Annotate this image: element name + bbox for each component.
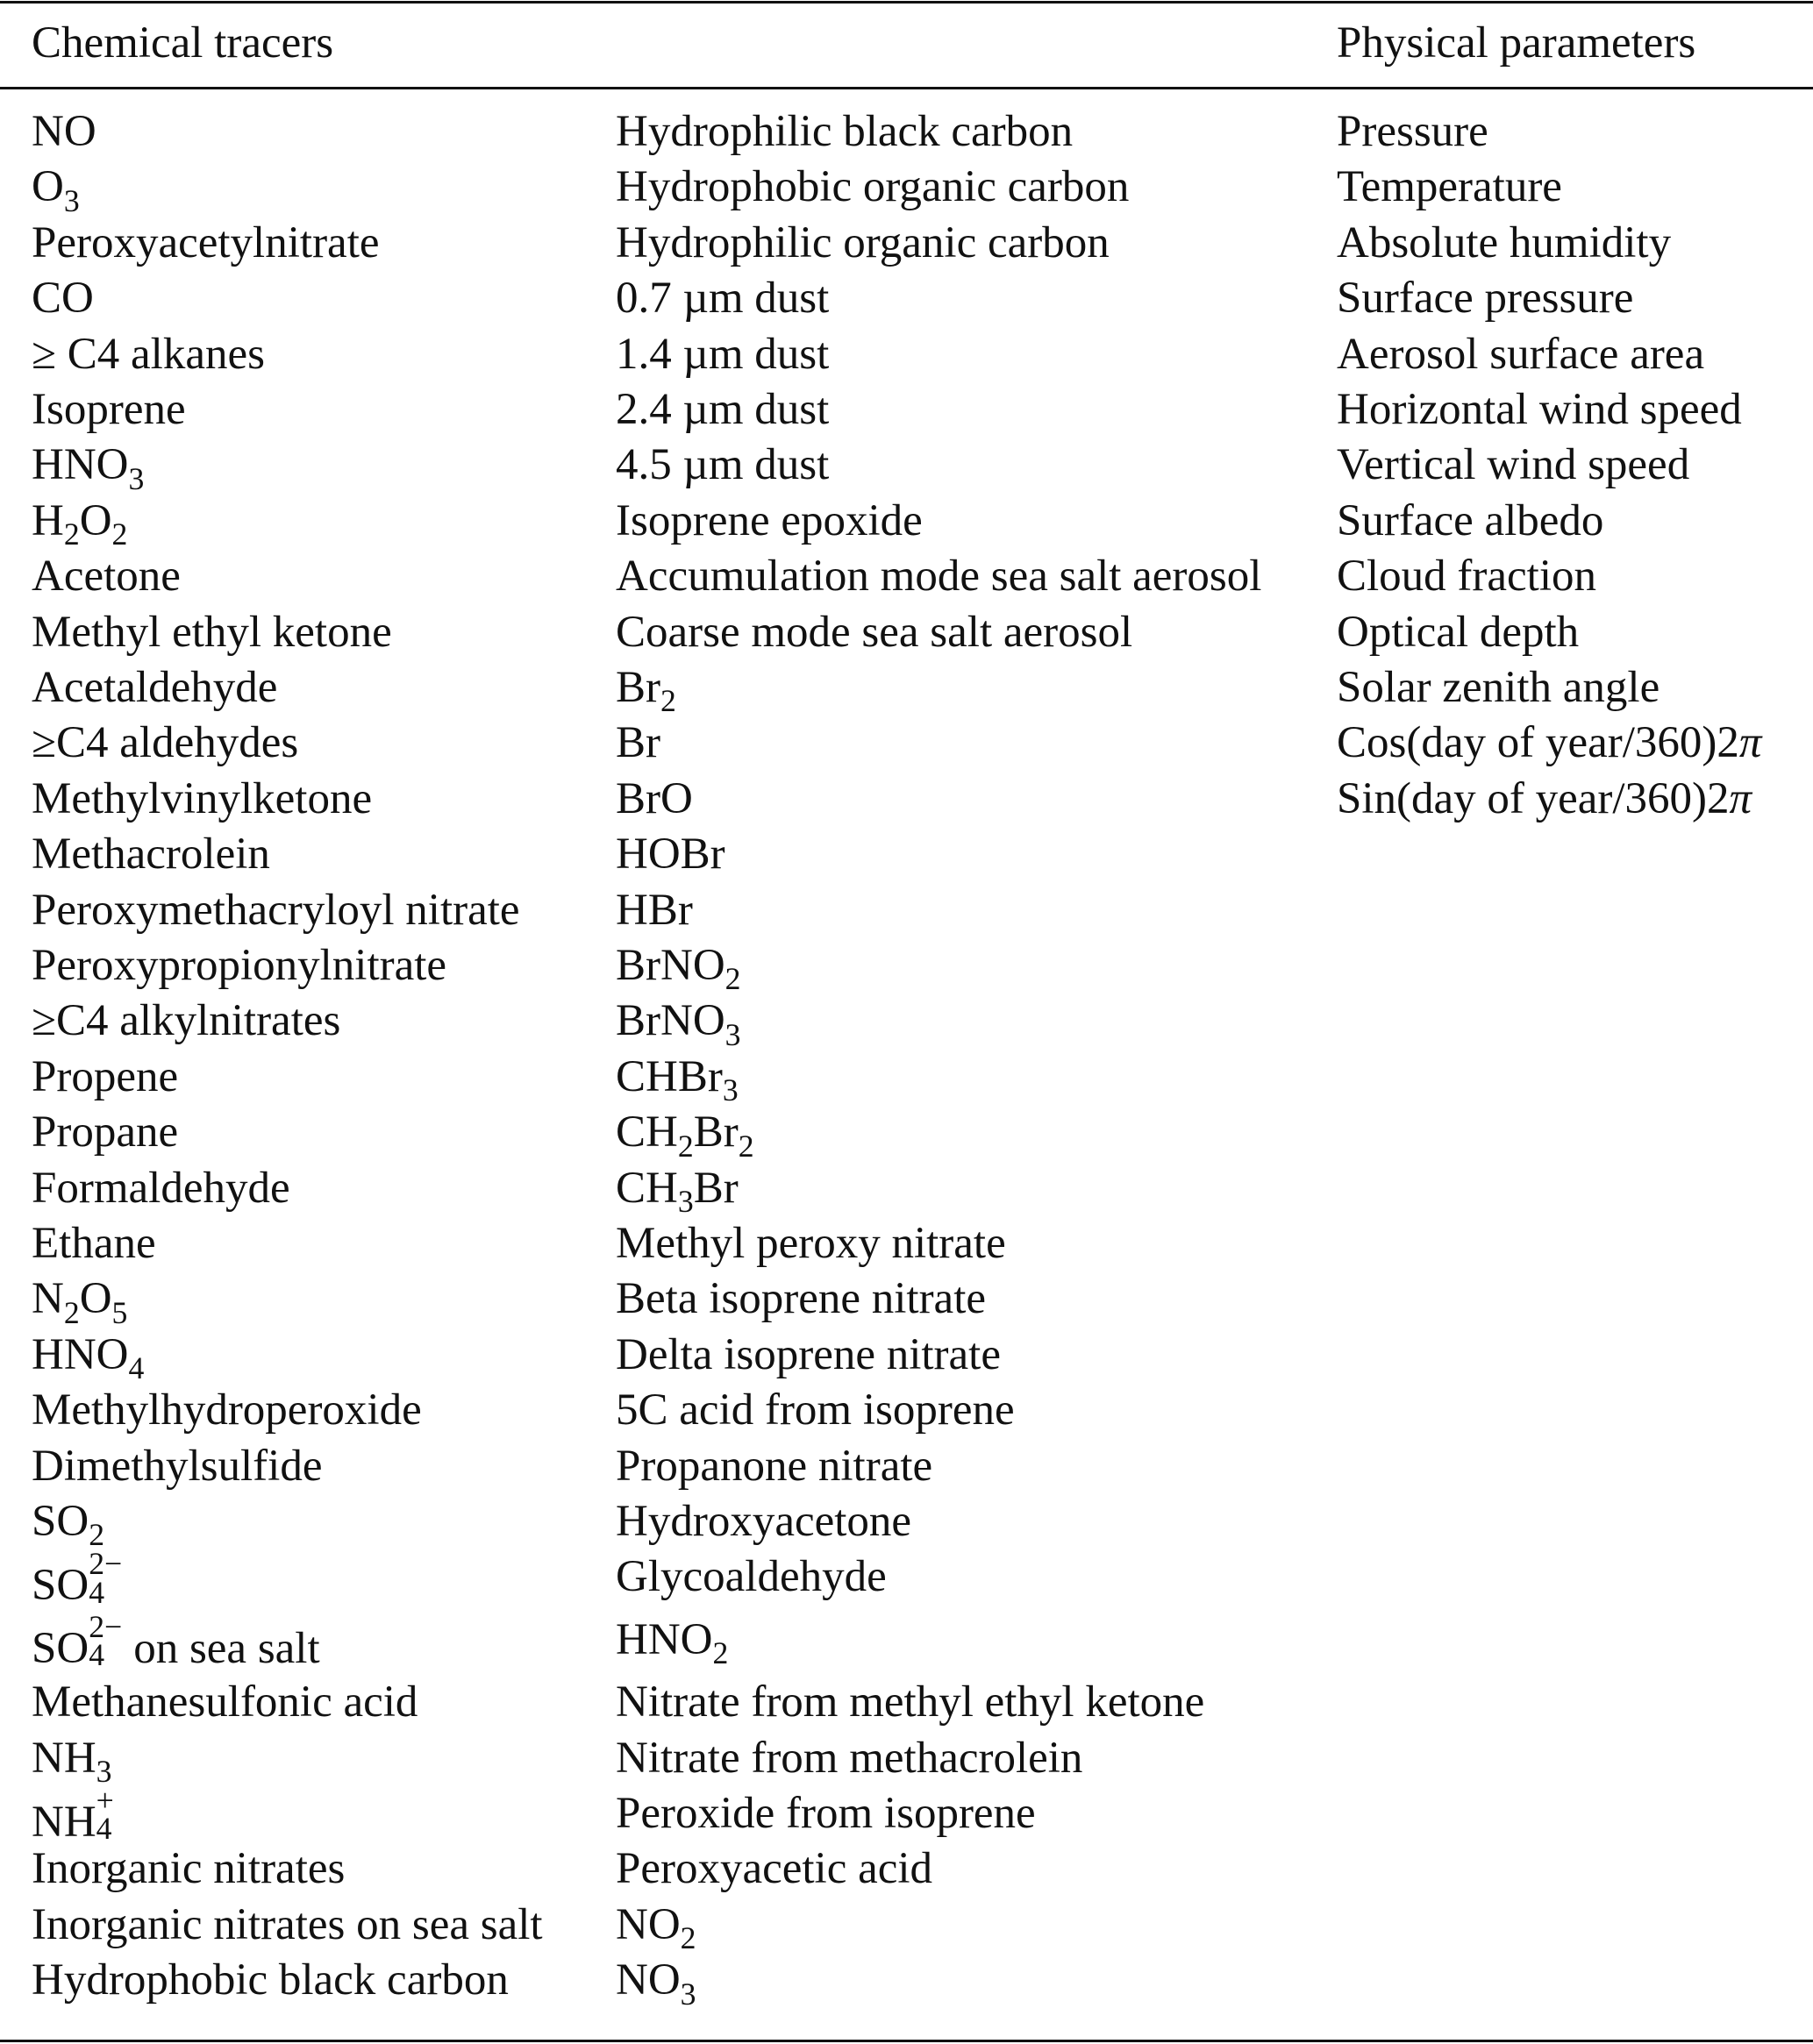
- chemical-tracer-cell: 1.4 µm dust: [616, 329, 830, 379]
- chemical-tracer-cell: ≥ C4 alkanes: [32, 329, 265, 379]
- chemical-tracer-cell: Hydrophilic organic carbon: [616, 217, 1110, 267]
- physical-parameter-cell: Horizontal wind speed: [1337, 385, 1742, 434]
- chemical-tracer-cell: Nitrate from methacrolein: [616, 1733, 1083, 1783]
- chemical-tracer-cell: 5C acid from isoprene: [616, 1385, 1015, 1435]
- bottom-rule: [0, 2040, 1813, 2042]
- chemical-tracer-cell: Ethane: [32, 1219, 156, 1268]
- chemical-tracer-cell: Methacrolein: [32, 830, 270, 880]
- physical-parameter-cell: Aerosol surface area: [1337, 329, 1705, 379]
- chemical-tracer-cell: Hydrophobic organic carbon: [616, 162, 1130, 212]
- chemical-tracer-cell: Peroxyacetylnitrate: [32, 217, 380, 267]
- chemical-tracer-cell: $O_3$: [32, 162, 80, 218]
- chemical-tracer-cell: $NO_2$: [616, 1899, 696, 1956]
- physical-parameter-cell: Solar zenith angle: [1337, 663, 1660, 712]
- chemical-tracer-cell: BrNO$_3$: [616, 996, 741, 1052]
- chemical-tracer-cell: Inorganic nitrates: [32, 1844, 346, 1894]
- chemical-tracer-cell: ≥C4 aldehydes: [32, 718, 299, 768]
- chemical-tracer-cell: NH + 4: [32, 1783, 114, 1847]
- header-rule: [0, 87, 1813, 89]
- chemical-tracer-cell: Beta isoprene nitrate: [616, 1274, 986, 1324]
- chemical-tracer-cell: Dimethylsulfide: [32, 1441, 323, 1491]
- chemical-tracer-cell: 2.4 µm dust: [616, 385, 830, 434]
- physical-parameter-cell: Surface albedo: [1337, 495, 1604, 545]
- top-rule: [0, 1, 1813, 4]
- chemical-tracer-cell: $Br_2$: [616, 663, 676, 719]
- chemical-tracer-cell: 4.5 µm dust: [616, 440, 830, 490]
- chemical-tracer-cell: Delta isoprene nitrate: [616, 1329, 1001, 1379]
- header-physical-parameters: Physical parameters: [1337, 18, 1696, 68]
- chemical-tracer-cell: $SO_2$: [32, 1497, 105, 1553]
- chemical-tracer-cell: Hydroxyacetone: [616, 1497, 912, 1546]
- physical-parameter-cell: Temperature: [1337, 162, 1562, 212]
- chemical-tracer-cell: Formaldehyde: [32, 1163, 290, 1213]
- chemical-tracer-cell: Propanone nitrate: [616, 1441, 933, 1491]
- chemical-tracer-cell: SO 2− 4: [32, 1546, 123, 1611]
- chemical-tracer-cell: Methyl ethyl ketone: [32, 607, 392, 657]
- chemical-tracer-cell: Peroxyacetic acid: [616, 1844, 933, 1894]
- physical-parameter-cell: Absolute humidity: [1337, 217, 1672, 267]
- chemical-tracer-cell: Hydrophilic black carbon: [616, 107, 1074, 156]
- header-chemical-tracers: Chemical tracers: [32, 18, 334, 68]
- chemical-tracer-cell: Isoprene epoxide: [616, 495, 923, 545]
- chemical-tracer-cell: Inorganic nitrates on sea salt: [32, 1899, 543, 1949]
- chemical-tracer-cell: 0.7 µm dust: [616, 274, 830, 324]
- chemical-tracer-cell: Coarse mode sea salt aerosol: [616, 607, 1133, 657]
- physical-parameter-cell: Cloud fraction: [1337, 552, 1597, 602]
- physical-parameter-cell: Vertical wind speed: [1337, 440, 1690, 490]
- chemical-tracer-cell: $HNO_3$: [32, 440, 145, 496]
- physical-parameter-cell: Pressure: [1337, 107, 1488, 156]
- chemical-tracer-cell: Peroxide from isoprene: [616, 1789, 1036, 1838]
- chemical-tracer-cell: CHBr$_3$: [616, 1051, 739, 1108]
- chemical-tracer-cell: NO: [32, 107, 96, 156]
- chemical-tracer-cell: HOBr: [616, 830, 725, 880]
- chemical-tracer-cell: CO: [32, 274, 94, 324]
- chemical-tracer-cell: $NH_3$: [32, 1733, 112, 1790]
- chemical-tracer-cell: Methyl peroxy nitrate: [616, 1219, 1006, 1268]
- chemical-tracer-cell: Peroxymethacryloyl nitrate: [32, 885, 520, 935]
- chemical-tracer-cell: $CH_3Br$: [616, 1163, 739, 1220]
- chemical-tracer-cell: Propene: [32, 1051, 179, 1101]
- chemical-tracer-cell: Br: [616, 718, 660, 768]
- chemical-tracer-cell: $HNO_4$: [32, 1329, 145, 1386]
- physical-parameter-cell: Surface pressure: [1337, 274, 1634, 324]
- physical-parameter-cell: Optical depth: [1337, 607, 1580, 657]
- physical-parameter-cell: Cos(day of year/360)2π: [1337, 718, 1762, 768]
- chemical-tracer-cell: $NO_3$: [616, 1955, 696, 2012]
- chemical-tracer-cell: Peroxypropionylnitrate: [32, 941, 447, 990]
- chemical-tracer-cell: $H_2O_2$: [32, 495, 128, 552]
- chemical-tracer-cell: ≥C4 alkylnitrates: [32, 996, 341, 1046]
- chemical-tracer-cell: Nitrate from methyl ethyl ketone: [616, 1677, 1205, 1727]
- chemical-tracer-cell: Glycoaldehyde: [616, 1552, 887, 1602]
- chemical-tracer-cell: Methylhydroperoxide: [32, 1385, 422, 1435]
- chemical-tracer-cell: Acetone: [32, 552, 181, 602]
- chemical-tracer-cell: Propane: [32, 1107, 179, 1157]
- chemical-tracer-cell: Accumulation mode sea salt aerosol: [616, 552, 1262, 602]
- chemical-tracer-cell: SO 2− 4 on sea salt: [32, 1608, 320, 1673]
- physical-parameter-cell: Sin(day of year/360)2π: [1337, 773, 1752, 823]
- chemical-tracer-cell: HBr: [616, 885, 693, 935]
- chemical-tracer-cell: $N_2O_5$: [32, 1274, 128, 1330]
- chemical-tracer-cell: Methanesulfonic acid: [32, 1677, 418, 1727]
- chemical-tracer-cell: Isoprene: [32, 385, 186, 434]
- chemical-tracer-cell: Methylvinylketone: [32, 773, 373, 823]
- chemical-tracer-cell: $CH_2Br_2$: [616, 1107, 754, 1164]
- chemical-tracer-cell: $HNO_2$: [616, 1614, 729, 1671]
- chemical-tracer-cell: Hydrophobic black carbon: [32, 1955, 509, 2005]
- chemical-tracer-cell: BrO: [616, 773, 693, 823]
- chemical-tracer-cell: Acetaldehyde: [32, 663, 278, 712]
- chemical-tracer-cell: BrNO$_2$: [616, 941, 741, 997]
